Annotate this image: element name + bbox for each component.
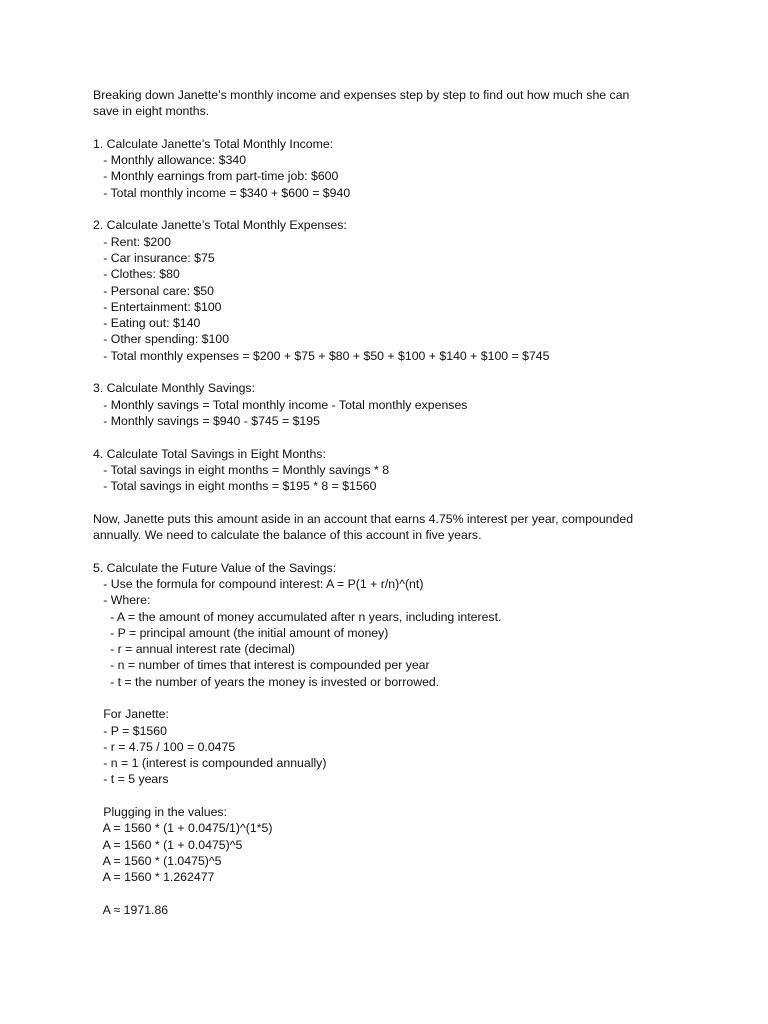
text-line: - P = principal amount (the initial amount of money) <box>93 625 389 640</box>
text-line: - Eating out: $140 <box>93 316 201 331</box>
text-line: - Entertainment: $100 <box>93 299 222 314</box>
text-line: - Monthly savings = Total monthly income - Total monthly expenses <box>93 397 468 412</box>
blank-line <box>93 886 683 902</box>
text-line: For Janette: <box>93 707 169 722</box>
text-line: - Monthly savings = $940 - $745 = $195 <box>93 413 320 428</box>
text-line: 3. Calculate Monthly Savings: <box>93 381 255 396</box>
text-line: - Total savings in eight months = Monthly savings * 8 <box>93 462 390 477</box>
text-line: - t = the number of years the money is invested or borrowed. <box>93 674 440 689</box>
text-line: - Rent: $200 <box>93 234 171 249</box>
blank-line <box>93 788 683 804</box>
text-line: - Personal care: $50 <box>93 283 214 298</box>
text-line: - P = $1560 <box>93 723 167 738</box>
blank-line <box>93 494 683 510</box>
text-line: A = 1560 * 1.262477 <box>93 870 215 885</box>
text-line: 1. Calculate Janette’s Total Monthly Income: <box>93 136 334 151</box>
blank-line <box>93 201 683 217</box>
text-line: - r = annual interest rate (decimal) <box>93 642 295 657</box>
text-line: - Clothes: $80 <box>93 267 180 282</box>
text-line: - t = 5 years <box>93 772 169 787</box>
text-line: 2. Calculate Janette’s Total Monthly Expenses: <box>93 218 347 233</box>
text-line: - Total savings in eight months = $195 * 8 = $1560 <box>93 479 377 494</box>
text-line: - r = 4.75 / 100 = 0.0475 <box>93 739 236 754</box>
document-body <box>93 87 683 918</box>
text-line: - n = 1 (interest is compounded annually) <box>93 756 327 771</box>
text-line: - Where: <box>93 593 151 608</box>
blank-line <box>93 429 683 445</box>
text-line: - Total monthly expenses = $200 + $75 + $80 + $50 + $100 + $140 + $100 = $745 <box>93 348 550 363</box>
text-line: annually. We need to calculate the balance of this account in five years. <box>93 528 482 543</box>
text-line: A = 1560 * (1 + 0.0475/1)^(1*5) <box>93 821 273 836</box>
blank-line <box>93 364 683 380</box>
text-line: A ≈ 1971.86 <box>93 902 169 917</box>
text-line: Now, Janette puts this amount aside in an account that earns 4.75% interest per year, compounded <box>93 511 634 526</box>
text-line: - Total monthly income = $340 + $600 = $940 <box>93 185 351 200</box>
text-line: - Other spending: $100 <box>93 332 230 347</box>
text-line: - Monthly allowance: $340 <box>93 153 247 168</box>
text-line: - A = the amount of money accumulated after n years, including interest. <box>93 609 502 624</box>
text-line: 4. Calculate Total Savings in Eight Months: <box>93 446 326 461</box>
text-line: - Monthly earnings from part-time job: $600 <box>93 169 339 184</box>
blank-line <box>93 543 683 559</box>
text-line: 5. Calculate the Future Value of the Savings: <box>93 560 337 575</box>
blank-line <box>93 120 683 136</box>
blank-line <box>93 690 683 706</box>
text-line: A = 1560 * (1.0475)^5 <box>93 853 222 868</box>
text-line: Plugging in the values: <box>93 805 227 820</box>
text-line: - Use the formula for compound interest: A = P(1 + r/n)^(nt) <box>93 576 424 591</box>
text-line: - Car insurance: $75 <box>93 250 215 265</box>
text-line: save in eight months. <box>93 104 210 119</box>
text-line: A = 1560 * (1 + 0.0475)^5 <box>93 837 243 852</box>
text-line: - n = number of times that interest is compounded per year <box>93 658 430 673</box>
text-line: Breaking down Janette’s monthly income and expenses step by step to find out how much she can <box>93 88 630 102</box>
